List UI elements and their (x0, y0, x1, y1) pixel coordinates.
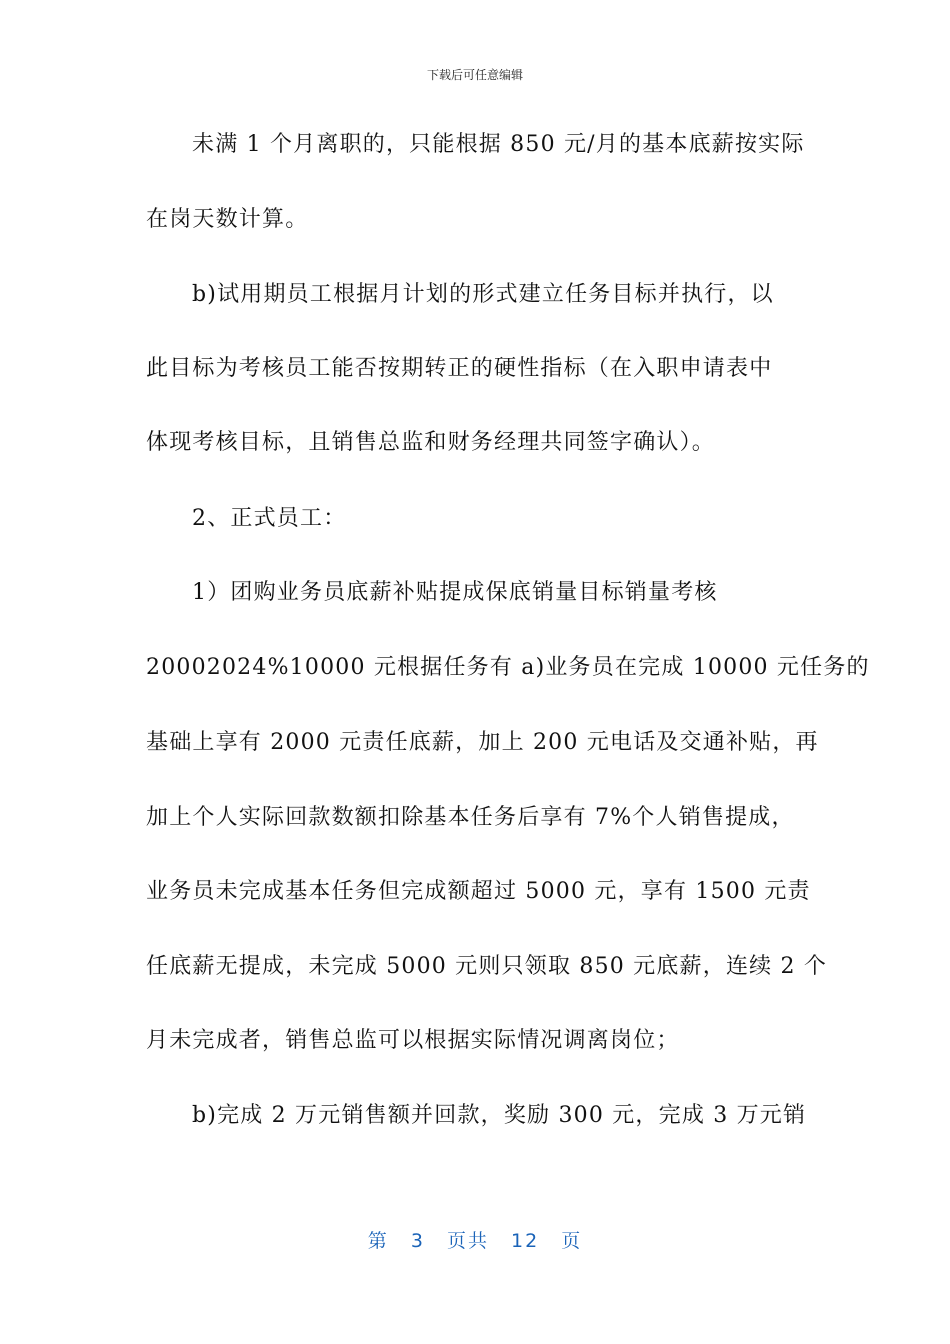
body-line-9: 基础上享有 2000 元责任底薪，加上 200 元电话及交通补贴，再 (146, 730, 819, 755)
body-line-11: 业务员未完成基本任务但完成额超过 5000 元，享有 1500 元责 (146, 879, 811, 904)
body-line-13: 月未完成者，销售总监可以根据实际情况调离岗位； (146, 1028, 680, 1053)
page-footer: 第 3 页共 12 页 (367, 1230, 583, 1252)
body-line-3: b)试用期员工根据月计划的形式建立任务目标并执行，以 (192, 282, 774, 307)
body-line-8: 20002024%10000 元根据任务有 a)业务员在完成 10000 元任务的 (146, 655, 870, 680)
body-line-2: 在岗天数计算。 (146, 207, 309, 232)
body-line-14: b)完成 2 万元销售额并回款，奖励 300 元，完成 3 万元销 (192, 1103, 807, 1128)
body-line-7: 1）团购业务员底薪补贴提成保底销量目标销量考核 (192, 580, 718, 605)
body-line-12: 任底薪无提成，未完成 5000 元则只领取 850 元底薪，连续 2 个 (146, 954, 828, 979)
body-line-10: 加上个人实际回款数额扣除基本任务后享有 7%个人销售提成， (146, 805, 795, 830)
body-line-4: 此目标为考核员工能否按期转正的硬性指标（在入职申请表中 (146, 356, 773, 381)
body-line-1: 未满 1 个月离职的，只能根据 850 元/月的基本底薪按实际 (192, 132, 805, 157)
body-line-5: 体现考核目标，且销售总监和财务经理共同签字确认）。 (146, 430, 716, 455)
page-header: 下载后可任意编辑 (426, 68, 523, 82)
body-line-6: 2、正式员工： (192, 506, 347, 531)
